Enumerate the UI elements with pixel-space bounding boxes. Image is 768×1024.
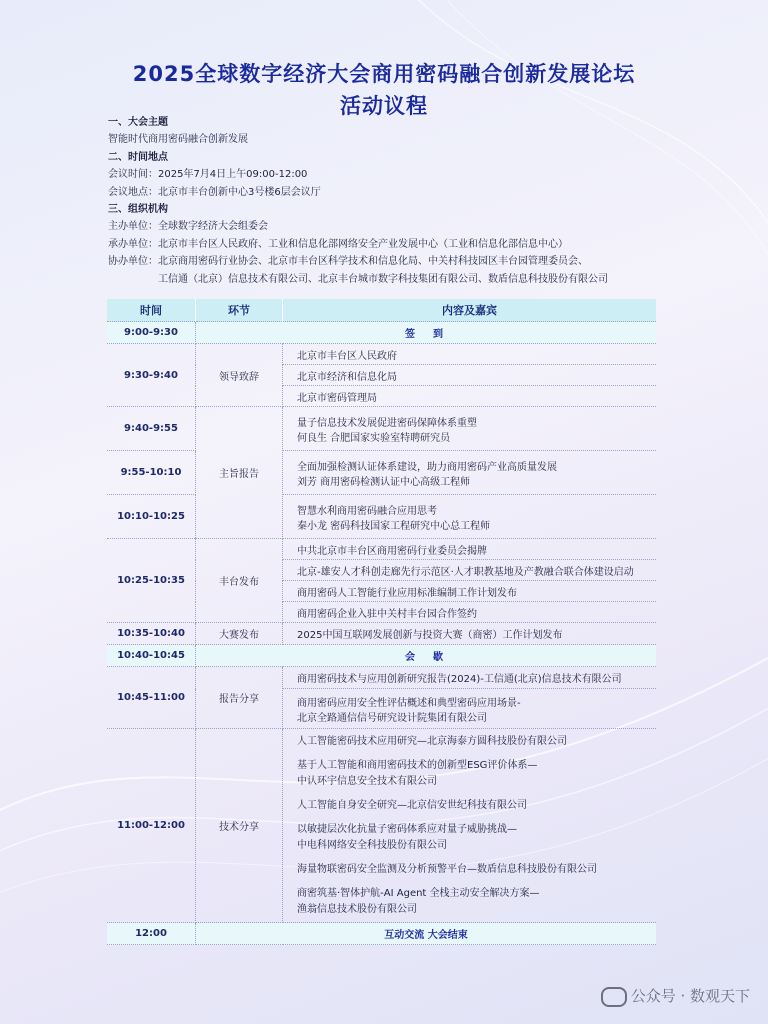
segment-cell: 丰台发布	[196, 539, 283, 623]
table-header-row	[107, 299, 656, 322]
report-org: 北京全路通信信号研究设计院集团有限公司	[297, 712, 487, 724]
time-cell: 9:00-9:30	[107, 322, 196, 344]
theme-heading: 一、大会主题	[108, 117, 168, 128]
content-cell: 2025中国互联网发展创新与投资大赛（商密）工作计划发布	[283, 623, 657, 645]
segment-cell: 报告分享	[196, 667, 283, 729]
header-time: 时间	[107, 299, 196, 322]
content-cell: 中共北京市丰台区商用密码行业委员会揭牌	[283, 539, 657, 560]
signin-cell: 签 到	[196, 322, 657, 344]
speaker: 何良生 合肥国家实验室特聘研究员	[297, 432, 451, 444]
time-cell: 9:55-10:10	[107, 451, 196, 495]
content-cell	[283, 495, 657, 539]
table-row	[107, 344, 656, 365]
talk-title: 智慧水利商用密码融合应用思考	[297, 505, 437, 517]
time-cell: 10:45-11:00	[107, 667, 196, 729]
tech-talk: 商密筑基·智体护航-AI Agent 全栈主动安全解决方案—	[297, 887, 540, 899]
table-row	[107, 539, 656, 560]
time-cell: 10:25-10:35	[107, 539, 196, 623]
table-row	[107, 322, 656, 344]
segment-cell: 技术分享	[196, 729, 283, 923]
co-organizer-text-1: 协办单位：北京商用密码行业协会、北京市丰台区科学技术和信息化局、中关村科技园区丰台园管理委员会、	[108, 256, 588, 268]
table-row	[107, 667, 656, 689]
wechat-icon	[601, 987, 627, 1007]
tech-org: 中电科网络安全科技股份有限公司	[297, 839, 447, 851]
tech-org: 渔翁信息技术股份有限公司	[297, 903, 417, 915]
table-row	[107, 623, 656, 645]
talk-title: 全面加强检测认证体系建设，助力商用密码产业高质量发展	[297, 461, 557, 473]
time-heading: 二、时间地点	[108, 151, 168, 163]
content-cell: 商用密码企业入驻中关村丰台园合作签约	[283, 602, 657, 623]
time-cell: 10:10-10:25	[107, 495, 196, 539]
tech-talk: 人工智能密码技术应用研究—北京海泰方圆科技股份有限公司	[297, 735, 567, 747]
time-cell: 9:40-9:55	[107, 407, 196, 451]
table-row	[107, 407, 656, 451]
talk-title: 量子信息技术发展促进密码保障体系重塑	[297, 417, 477, 429]
time-cell: 12:00	[107, 923, 196, 945]
tech-talk: 海量物联密码安全监测及分析预警平台—数盾信息科技股份有限公司	[297, 863, 597, 875]
page-subtitle: 活动议程	[340, 94, 428, 118]
header-segment: 环节	[196, 299, 283, 322]
segment-cell: 领导致辞	[196, 344, 283, 407]
table-row	[107, 729, 656, 923]
segment-cell: 大赛发布	[196, 623, 283, 645]
table-row	[107, 451, 656, 495]
tech-talk: 人工智能自身安全研究—北京信安世纪科技有限公司	[297, 799, 527, 811]
header-content: 内容及嘉宾	[283, 299, 657, 322]
speaker: 秦小龙 密码科技国家工程研究中心总工程师	[297, 520, 491, 532]
place-text: 会议地点：北京市丰台创新中心3号楼6层会议厅	[108, 186, 321, 198]
event-info	[108, 114, 608, 288]
content-cell: 商用密码人工智能行业应用标准编制工作计划发布	[283, 581, 657, 602]
time-cell: 10:35-10:40	[107, 623, 196, 645]
table-row	[107, 923, 656, 945]
tech-org: 中认环宇信息安全技术有限公司	[297, 775, 437, 787]
theme-text: 智能时代商用密码融合创新发展	[108, 134, 248, 146]
speaker: 刘芳 商用密码检测认证中心高级工程师	[297, 476, 471, 488]
break-cell: 会 歇	[196, 645, 657, 667]
time-text: 会议时间：2025年7月4日上午09:00-12:00	[108, 169, 308, 181]
report-title: 商用密码应用安全性评估概述和典型密码应用场景-	[297, 697, 521, 709]
page-title: 2025全球数字经济大会商用密码融合创新发展论坛	[132, 62, 636, 86]
tech-talk: 以敏捷层次化抗量子密码体系应对量子威胁挑战—	[297, 823, 517, 835]
co-organizer-text-2: 工信通（北京）信息技术有限公司、北京丰台城市数字科技集团有限公司、数盾信息科技股份有限公司	[158, 273, 608, 285]
tech-talk: 基于人工智能和商用密码技术的创新型ESG评价体系—	[297, 759, 538, 771]
content-cell	[283, 451, 657, 495]
time-cell: 11:00-12:00	[107, 729, 196, 923]
content-cell: 北京市丰台区人民政府	[283, 344, 657, 365]
watermark	[601, 985, 750, 1007]
time-cell: 9:30-9:40	[107, 344, 196, 407]
agenda-table	[107, 299, 656, 945]
content-cell: 商用密码技术与应用创新研究报告(2024)-工信通(北京)信息技术有限公司	[283, 667, 657, 689]
table-row	[107, 645, 656, 667]
content-cell	[283, 407, 657, 451]
end-cell: 互动交流 大会结束	[196, 923, 657, 945]
organizer-text: 承办单位：北京市丰台区人民政府、工业和信息化部网络安全产业发展中心（工业和信息化部信息中心）	[108, 238, 568, 250]
time-cell: 10:40-10:45	[107, 645, 196, 667]
watermark-text: 公众号 · 数观天下	[630, 987, 750, 1005]
content-cell: 北京市密码管理局	[283, 386, 657, 407]
host-text: 主办单位：全球数字经济大会组委会	[108, 221, 268, 233]
segment-cell: 主旨报告	[196, 407, 283, 539]
content-cell: 北京市经济和信息化局	[283, 365, 657, 386]
content-cell	[283, 689, 657, 729]
org-heading: 三、组织机构	[108, 204, 168, 216]
table-row	[107, 495, 656, 539]
content-cell: 北京-雄安人才科创走廊先行示范区·人才职教基地及产教融合联合体建设启动	[283, 560, 657, 581]
content-cell	[283, 729, 657, 923]
